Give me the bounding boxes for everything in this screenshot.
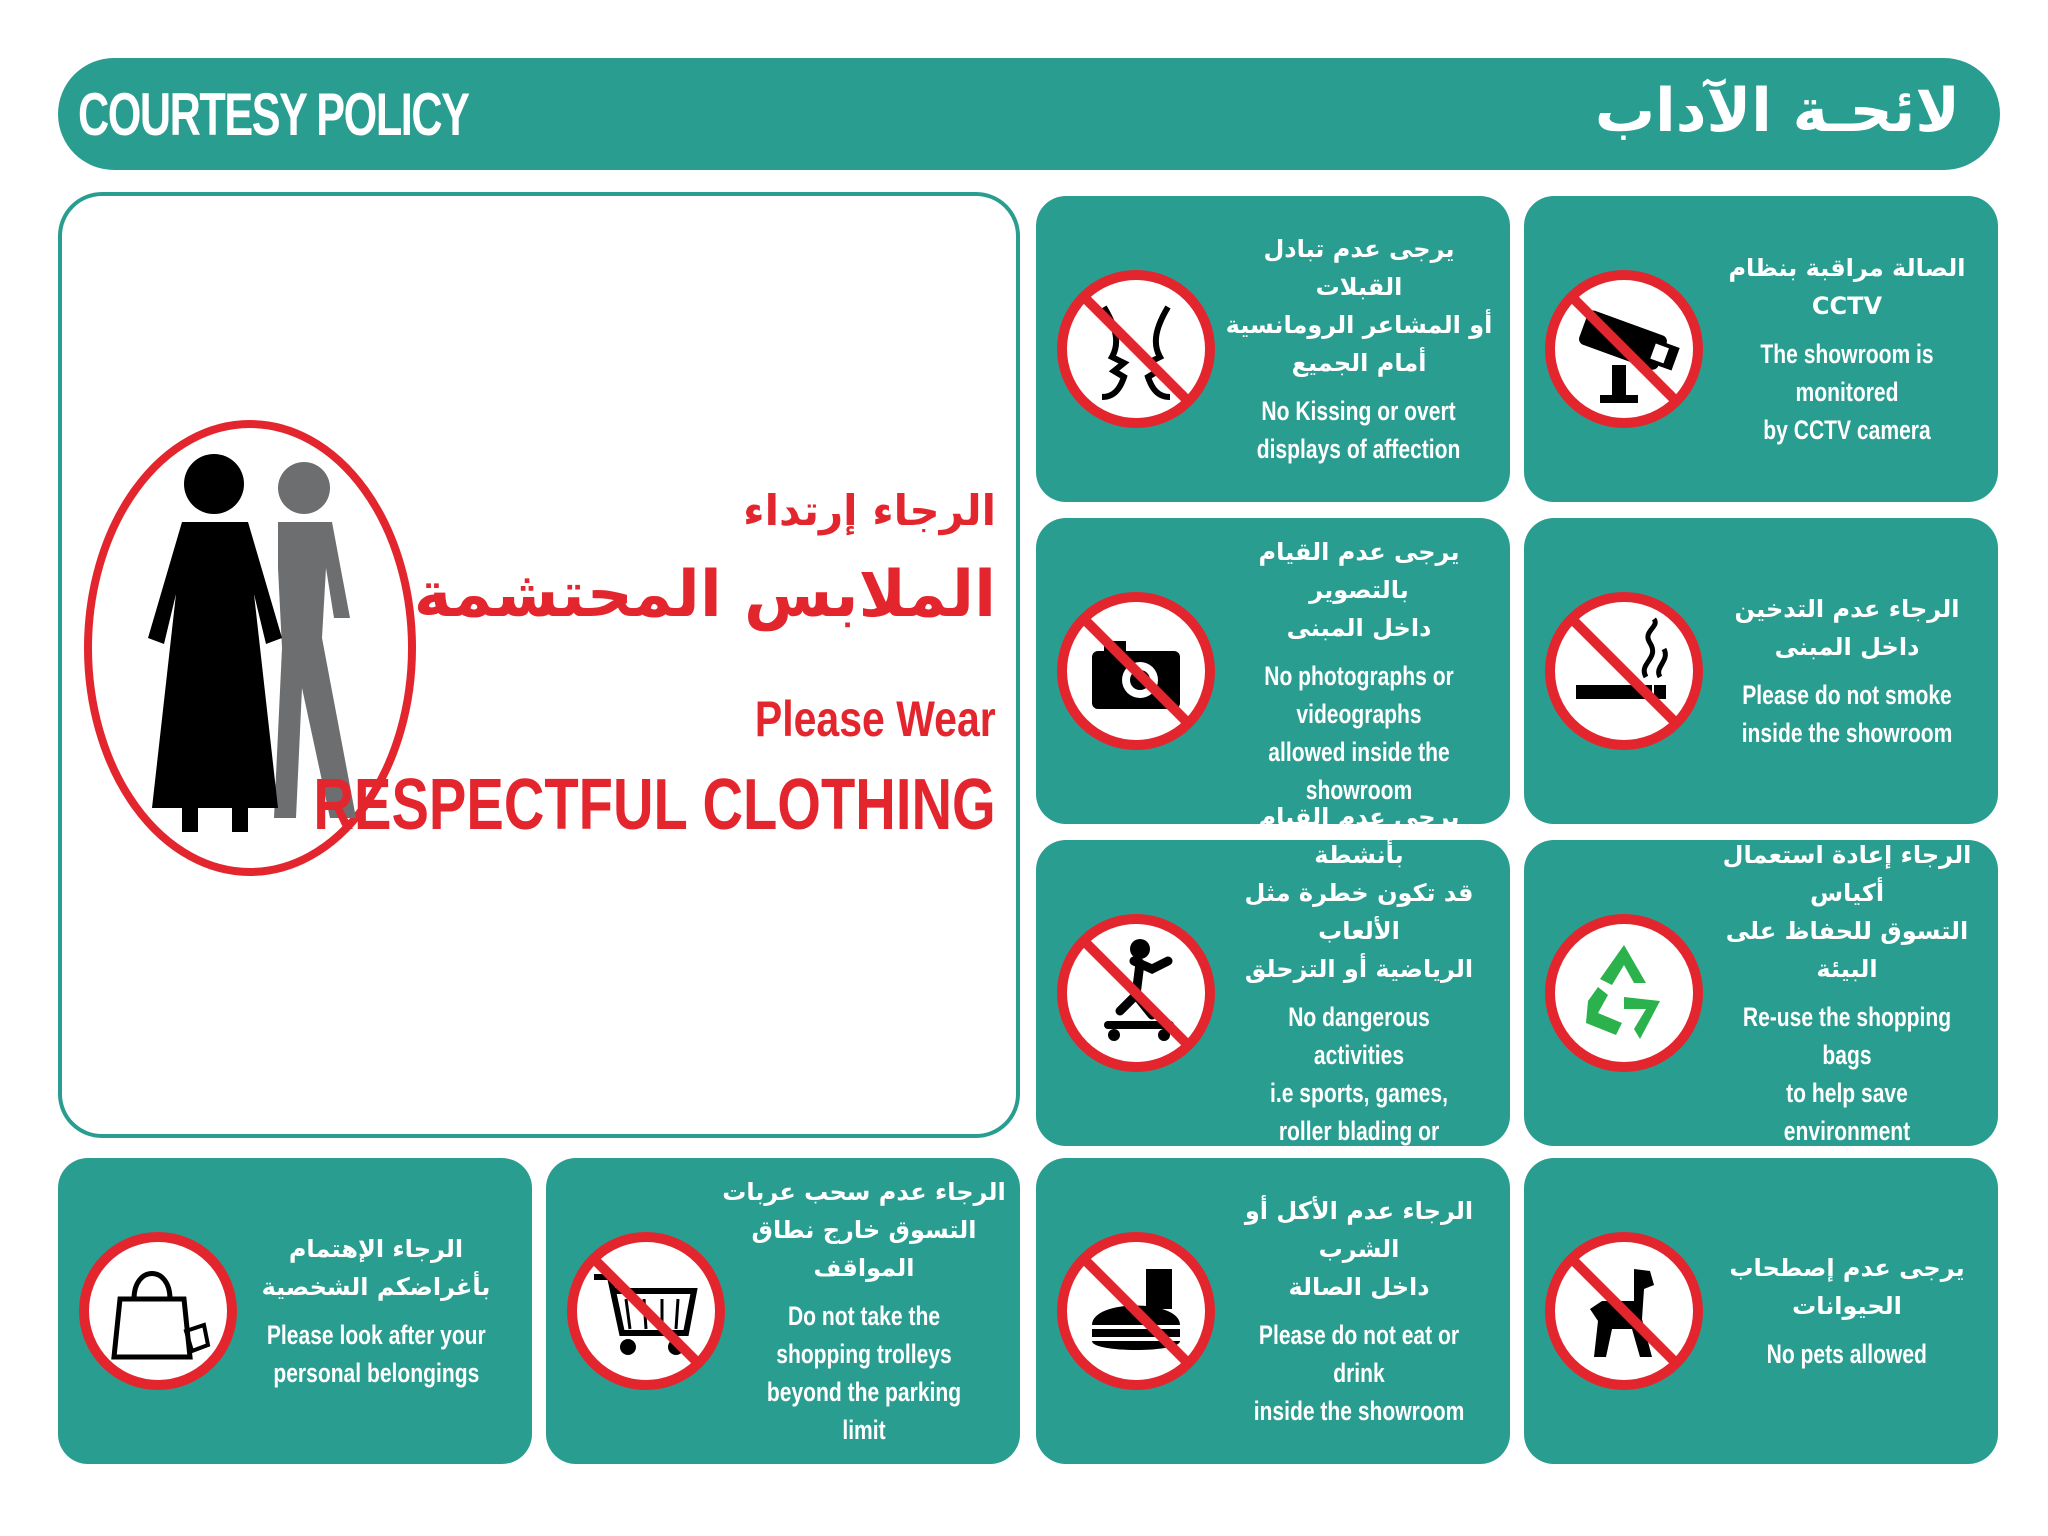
card-english-text: No pets allowed	[1766, 1339, 1928, 1369]
no-kissing-icon	[1054, 267, 1218, 431]
clothing-arabic-line2: الملابس المحتشمة	[413, 558, 996, 632]
card-english-text: No Kissing or overt displays of affection	[1257, 396, 1461, 464]
card-english-text: No dangerous activities i.e sports, games, roller blading or	[1270, 1002, 1448, 1146]
card-arabic-text: الرجاء الإهتمام بأغراضكم الشخصية	[261, 1235, 491, 1301]
page-title-arabic: لائحـة الآداب	[1594, 76, 1960, 146]
no-pets-icon	[1542, 1229, 1706, 1393]
clothing-english-line1: Please Wear	[755, 691, 996, 747]
no-camera-icon	[1054, 589, 1218, 753]
card-english-text: Please do not smoke inside the showroom	[1741, 680, 1953, 748]
rule-card-no-pets	[1524, 1158, 1998, 1464]
card-arabic-text: الرجاء إعادة استعمال أكياس التسوق للحفاظ على البيئة	[1722, 841, 1972, 983]
handbag-icon	[76, 1229, 240, 1393]
cctv-camera-icon	[1542, 267, 1706, 431]
card-arabic-text: يرجى عدم القيام بالتصوير داخل المبنى	[1258, 538, 1460, 642]
rule-card-shopping-trolleys	[546, 1158, 1020, 1464]
rule-card-recycle	[1524, 840, 1998, 1146]
rule-card-personal-belongings	[58, 1158, 532, 1464]
card-english-text: Do not take the shopping trolleys beyond the parking limit	[766, 1301, 962, 1445]
rule-card-cctv	[1524, 196, 1998, 502]
card-english-text: No photographs or videographs allowed inside the showroom	[1264, 661, 1454, 805]
card-english-text: Please look after your personal belongings	[266, 1320, 486, 1388]
no-smoking-icon	[1542, 589, 1706, 753]
recycle-icon	[1542, 911, 1706, 1075]
card-arabic-text: الصالة مراقبة بنظام CCTV	[1728, 254, 1966, 320]
clothing-arabic-line1: الرجاء إرتداء	[743, 486, 996, 535]
rule-card-no-smoking	[1524, 518, 1998, 824]
no-shopping-trolley-icon	[564, 1229, 728, 1393]
respectful-clothing-panel	[58, 192, 1020, 1138]
no-food-drink-icon	[1054, 1229, 1218, 1393]
header-bar	[58, 58, 2000, 170]
card-arabic-text: الرجاء عدم التدخين داخل المبنى	[1734, 595, 1960, 661]
card-arabic-text: الرجاء عدم الأكل أو الشرب داخل الصالة	[1244, 1197, 1474, 1301]
card-english-text: Re-use the shopping bags to help save environment	[1742, 1002, 1952, 1146]
rule-card-no-photo	[1036, 518, 1510, 824]
rule-card-no-dangerous-activities	[1036, 803, 1510, 1146]
card-arabic-text: الرجاء عدم سحب عربات التسوق خارج نطاق المواقف	[722, 1178, 1006, 1282]
card-english-text: Please do not eat or drink inside the showroom	[1253, 1320, 1465, 1426]
rule-card-no-food-drink	[1036, 1158, 1510, 1464]
card-arabic-text: يرجى عدم تبادل القبلات أو المشاعر الرومانسية أمام الجميع	[1225, 235, 1493, 377]
card-arabic-text: يرجى عدم إصطحاب الحيوانات	[1729, 1254, 1965, 1320]
page-title-english: COURTESY POLICY	[78, 81, 469, 148]
no-skateboarding-icon	[1054, 911, 1218, 1075]
clothing-english-line2: RESPECTFUL CLOTHING	[313, 765, 996, 845]
card-english-text: The showroom is monitored by CCTV camera	[1760, 339, 1934, 445]
rule-card-no-kissing	[1036, 196, 1510, 502]
card-arabic-text: يرجى عدم القيام بأنشطة قد تكون خطرة مثل الألعاب الرياضية أو التزحلق	[1244, 803, 1474, 983]
